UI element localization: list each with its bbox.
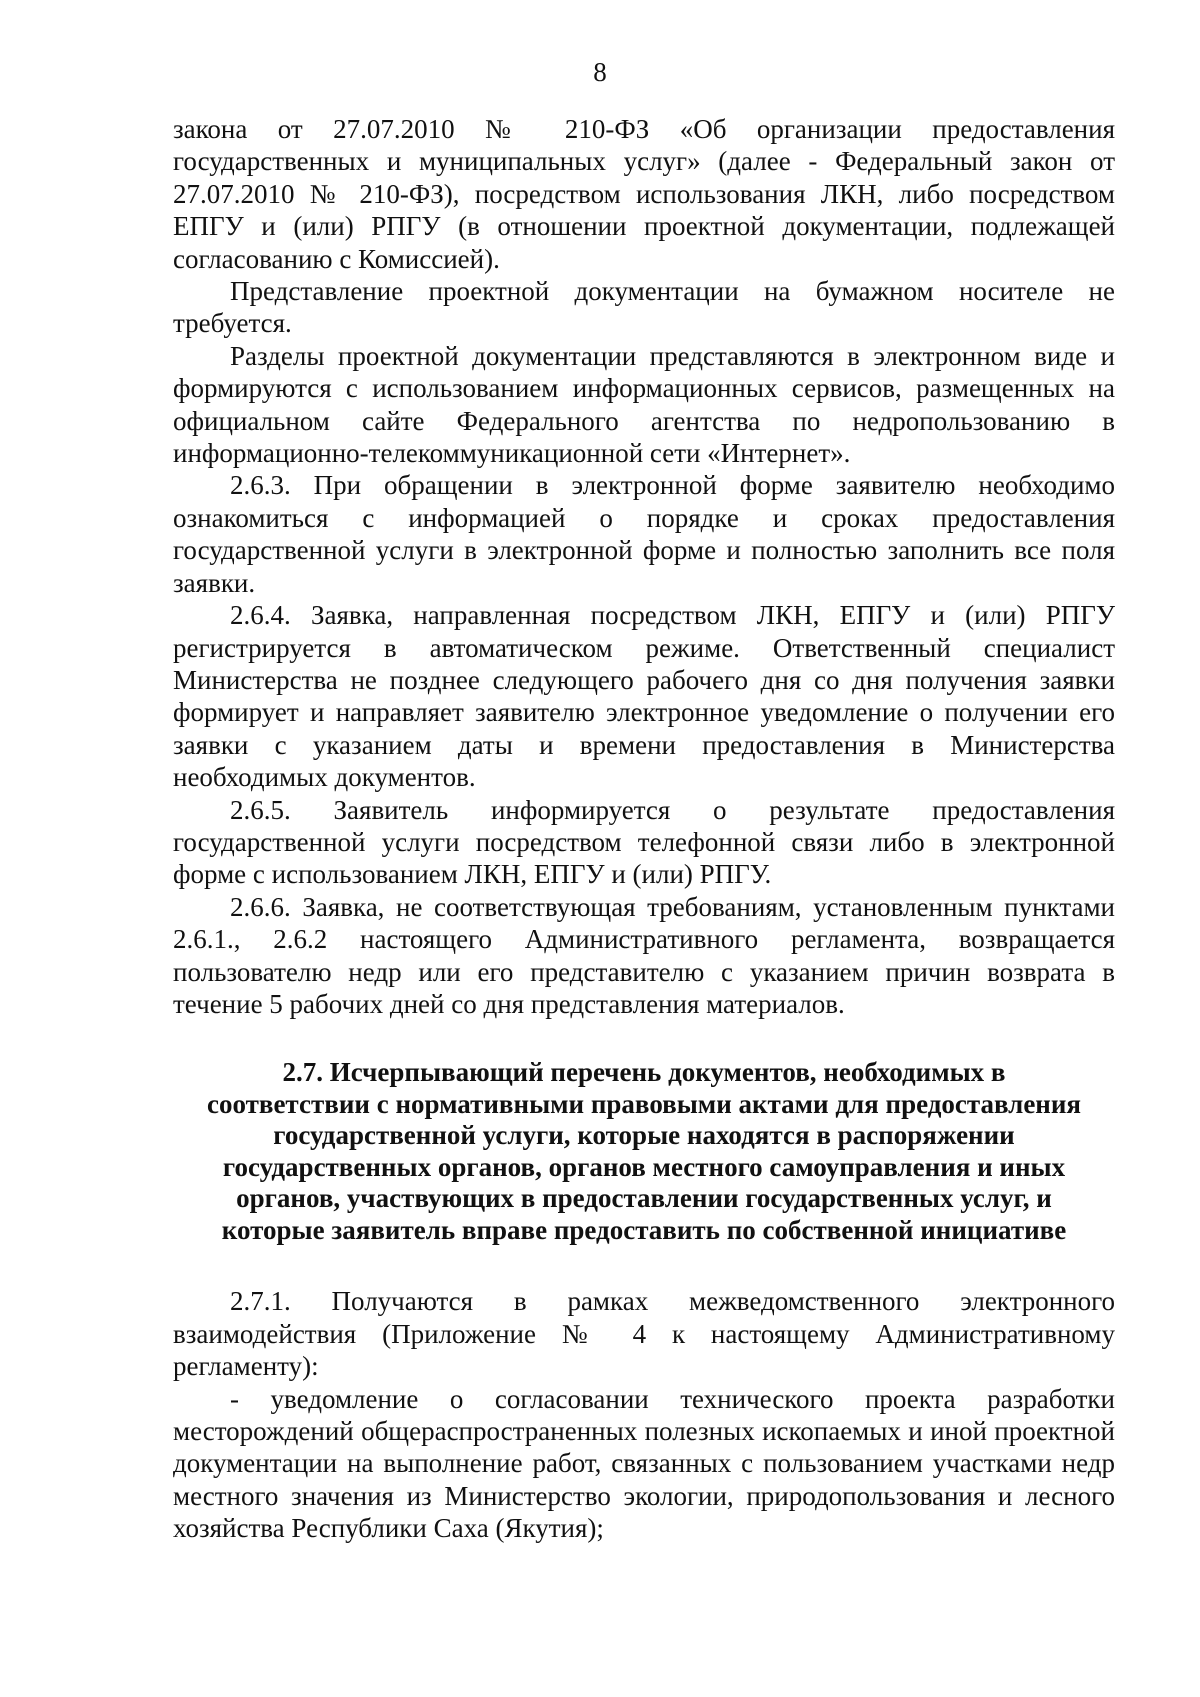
paragraph-law-reference: закона от 27.07.2010 № 210-ФЗ «Об организации предоставления государственных и муниципальных услуг» (далее - Федеральный закон от 27.07.2010 № 210-ФЗ), посредством использования ЛКН, либо посредством ЕПГУ и (или) РПГУ (в отношении проектной документации, подлежащей согласованию с Комиссией). [173, 114, 1115, 274]
paragraph-2-6-4: 2.6.4. Заявка, направленная посредством ЛКН, ЕПГУ и (или) РПГУ регистрируется в автоматическом режиме. Ответственный специалист Министерства не позднее следующего рабочего дня со дня получения заявки формирует и направляет заявителю электронное уведомление о получении его заявки с указанием даты и времени предоставления в Министерства необходимых документов. [173, 600, 1115, 793]
paragraph-2-6-6: 2.6.6. Заявка, не соответствующая требованиям, установленным пунктами 2.6.1., 2.6.2 настоящего Административного регламента, возвращается пользователю недр или его представителю с указанием причин возврата в течение 5 рабочих дней со дня представления материалов. [173, 891, 1115, 1019]
heading-line: которые заявитель вправе предоставить по собственной инициативе [221, 1214, 1067, 1245]
paragraph-2-7-1: 2.7.1. Получаются в рамках межведомственного электронного взаимодействия (Приложение № 4 к настоящему Административному регламенту): [173, 1286, 1115, 1382]
heading-line: соответствии с нормативными правовыми актами для предоставления [206, 1088, 1082, 1119]
paragraph-paper-not-required: Представление проектной документации на бумажном носителе не требуется. [173, 276, 1115, 339]
heading-line: государственных органов, органов местного самоуправления и иных [222, 1151, 1066, 1182]
heading-line: органов, участвующих в предоставлении государственных услуг, и [236, 1183, 1052, 1214]
heading-line: государственной услуги, которые находятся в распоряжении [273, 1120, 1015, 1151]
paragraph-electronic-sections: Разделы проектной документации представляются в электронном виде и формируются с использованием информационных сервисов, размещенных на официальном сайте Федерального агентства по недропользованию в информационно-телекоммуникационной сети «Интернет». [173, 340, 1115, 469]
list-item-notification: - уведомление о согласовании технического проекта разработки месторождений общераспространенных полезных ископаемых и иной проектной документации на выполнение работ, связанных с пользованием участками недр местного значения из Министерство экологии, природопользования и лесного хозяйства Республики Саха (Якутия); [173, 1383, 1115, 1544]
document-body [173, 113, 1115, 1545]
heading-line: 2.7. Исчерпывающий перечень документов, необходимых в [282, 1057, 1006, 1088]
section-heading-2-7 [173, 1057, 1115, 1246]
paragraph-2-6-5: 2.6.5. Заявитель информируется о результате предоставления государственной услуги посредством телефонной связи либо в электронной форме с использованием ЛКН, ЕПГУ и (или) РПГУ. [173, 794, 1115, 890]
paragraph-2-6-3: 2.6.3. При обращении в электронной форме заявителю необходимо ознакомиться с информацией о порядке и сроках предоставления государственной услуги в электронной форме и полностью заполнить все поля заявки. [173, 470, 1115, 598]
page-number: 8 [593, 57, 607, 87]
